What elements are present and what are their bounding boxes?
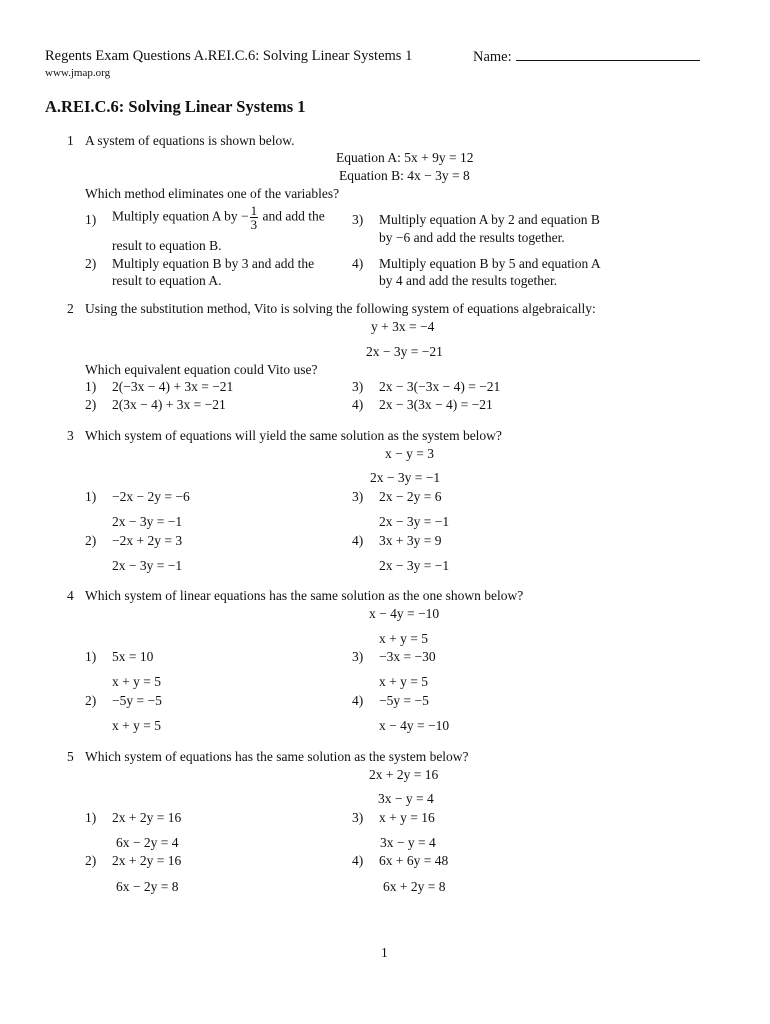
choice-1-text[interactable] — [112, 204, 325, 231]
choice-number: 3) — [352, 810, 364, 825]
question-number: 1 — [67, 133, 74, 148]
choice-number: 4) — [352, 693, 364, 708]
choice-1-eq2: 2x − 3y = −1 — [112, 514, 183, 529]
choice-number: 4) — [352, 853, 364, 868]
page-title: A.REI.C.6: Solving Linear Systems 1 — [45, 97, 306, 116]
choice-4-text[interactable]: Multiply equation B by 5 and equation A — [379, 256, 601, 271]
system-equation: 2x + 2y = 16 — [369, 767, 439, 782]
choice-3-eq2: 3x − y = 4 — [380, 835, 436, 850]
choice-2-eq2: x + y = 5 — [112, 718, 161, 733]
choice-4-eq1[interactable]: −5y = −5 — [379, 693, 429, 708]
question-number: 5 — [67, 749, 74, 764]
question-prompt: Using the substitution method, Vito is solving the following system of equations algebraically: — [85, 301, 596, 316]
system-equation: 3x − y = 4 — [378, 791, 434, 806]
choice-text: result to equation A. — [112, 273, 222, 288]
choice-text: Multiply equation A by − — [112, 208, 249, 224]
question-prompt: A system of equations is shown below. — [85, 133, 295, 148]
choice-1-eq2: 6x − 2y = 4 — [116, 835, 179, 850]
choice-2-eq1[interactable]: 2x + 2y = 16 — [112, 853, 182, 868]
choice-4-eq2: 6x + 2y = 8 — [383, 879, 446, 894]
choice-1-eq2: x + y = 5 — [112, 674, 161, 689]
choice-number: 4) — [352, 256, 364, 271]
name-blank[interactable] — [516, 48, 700, 61]
choice-number: 2) — [85, 693, 97, 708]
question-prompt: Which system of equations will yield the same solution as the system below? — [85, 428, 502, 443]
system-equation: Equation B: 4x − 3y = 8 — [339, 168, 470, 183]
choice-2-eq1[interactable]: −2x + 2y = 3 — [112, 533, 183, 548]
choice-number: 1) — [85, 379, 97, 394]
choice-text: and add the — [259, 208, 325, 224]
fraction-denominator: 3 — [250, 217, 258, 232]
choice-1-eq1[interactable]: 2x + 2y = 16 — [112, 810, 182, 825]
choice-1-eq1[interactable]: 5x = 10 — [112, 649, 154, 664]
fraction-numerator: 1 — [250, 203, 258, 218]
question-number: 2 — [67, 301, 74, 316]
choice-4-eq1[interactable]: 6x + 6y = 48 — [379, 853, 449, 868]
question-prompt: Which system of equations has the same solution as the system below? — [85, 749, 469, 764]
choice-number: 1) — [85, 489, 97, 504]
choice-1-text[interactable]: 2(−3x − 4) + 3x = −21 — [112, 379, 234, 394]
question-number: 4 — [67, 588, 74, 603]
choice-number: 2) — [85, 853, 97, 868]
name-field[interactable] — [473, 48, 700, 66]
question-number: 3 — [67, 428, 74, 443]
system-equation: y + 3x = −4 — [371, 319, 435, 334]
choice-2-eq1[interactable]: −5y = −5 — [112, 693, 162, 708]
choice-4-eq2: x − 4y = −10 — [379, 718, 450, 733]
choice-number: 4) — [352, 397, 364, 412]
choice-2-text[interactable]: Multiply equation B by 3 and add the — [112, 256, 315, 271]
choice-number: 3) — [352, 212, 364, 227]
header-title: Regents Exam Questions A.REI.C.6: Solving Linear Systems 1 — [45, 48, 413, 64]
system-equation: x + y = 5 — [379, 631, 428, 646]
system-equation: 2x − 3y = −1 — [370, 470, 441, 485]
choice-number: 2) — [85, 256, 97, 271]
choice-4-eq1[interactable]: 3x + 3y = 9 — [379, 533, 442, 548]
choice-number: 1) — [85, 810, 97, 825]
system-equation: Equation A: 5x + 9y = 12 — [336, 150, 474, 165]
choice-number: 2) — [85, 533, 97, 548]
choice-number: 4) — [352, 533, 364, 548]
question-text: Which equivalent equation could Vito use? — [85, 362, 318, 377]
choice-text: result to equation B. — [112, 238, 222, 253]
page-number: 1 — [381, 945, 388, 960]
question-prompt: Which system of linear equations has the same solution as the one shown below? — [85, 588, 524, 603]
name-label: Name: — [473, 49, 512, 65]
choice-3-eq2: x + y = 5 — [379, 674, 428, 689]
system-equation: x − y = 3 — [385, 446, 434, 461]
choice-2-eq2: 6x − 2y = 8 — [116, 879, 179, 894]
choice-text: by −6 and add the results together. — [379, 230, 565, 245]
choice-3-text[interactable]: 2x − 3(−3x − 4) = −21 — [379, 379, 501, 394]
choice-number: 1) — [85, 212, 97, 227]
question-text: Which method eliminates one of the variables? — [85, 186, 340, 201]
system-equation: x − 4y = −10 — [369, 606, 440, 621]
choice-3-text[interactable]: Multiply equation A by 2 and equation B — [379, 212, 600, 227]
choice-number: 2) — [85, 397, 97, 412]
choice-4-text[interactable]: 2x − 3(3x − 4) = −21 — [379, 397, 493, 412]
choice-4-eq2: 2x − 3y = −1 — [379, 558, 450, 573]
header-url: www.jmap.org — [45, 67, 111, 79]
fraction — [250, 204, 259, 231]
choice-2-eq2: 2x − 3y = −1 — [112, 558, 183, 573]
choice-1-eq1[interactable]: −2x − 2y = −6 — [112, 489, 190, 504]
system-equation: 2x − 3y = −21 — [366, 344, 443, 359]
choice-3-eq1[interactable]: −3x = −30 — [379, 649, 436, 664]
choice-text: by 4 and add the results together. — [379, 273, 558, 288]
choice-3-eq2: 2x − 3y = −1 — [379, 514, 450, 529]
choice-number: 3) — [352, 489, 364, 504]
choice-number: 3) — [352, 649, 364, 664]
choice-number: 1) — [85, 649, 97, 664]
choice-3-eq1[interactable]: x + y = 16 — [379, 810, 435, 825]
choice-number: 3) — [352, 379, 364, 394]
choice-3-eq1[interactable]: 2x − 2y = 6 — [379, 489, 442, 504]
choice-2-text[interactable]: 2(3x − 4) + 3x = −21 — [112, 397, 226, 412]
